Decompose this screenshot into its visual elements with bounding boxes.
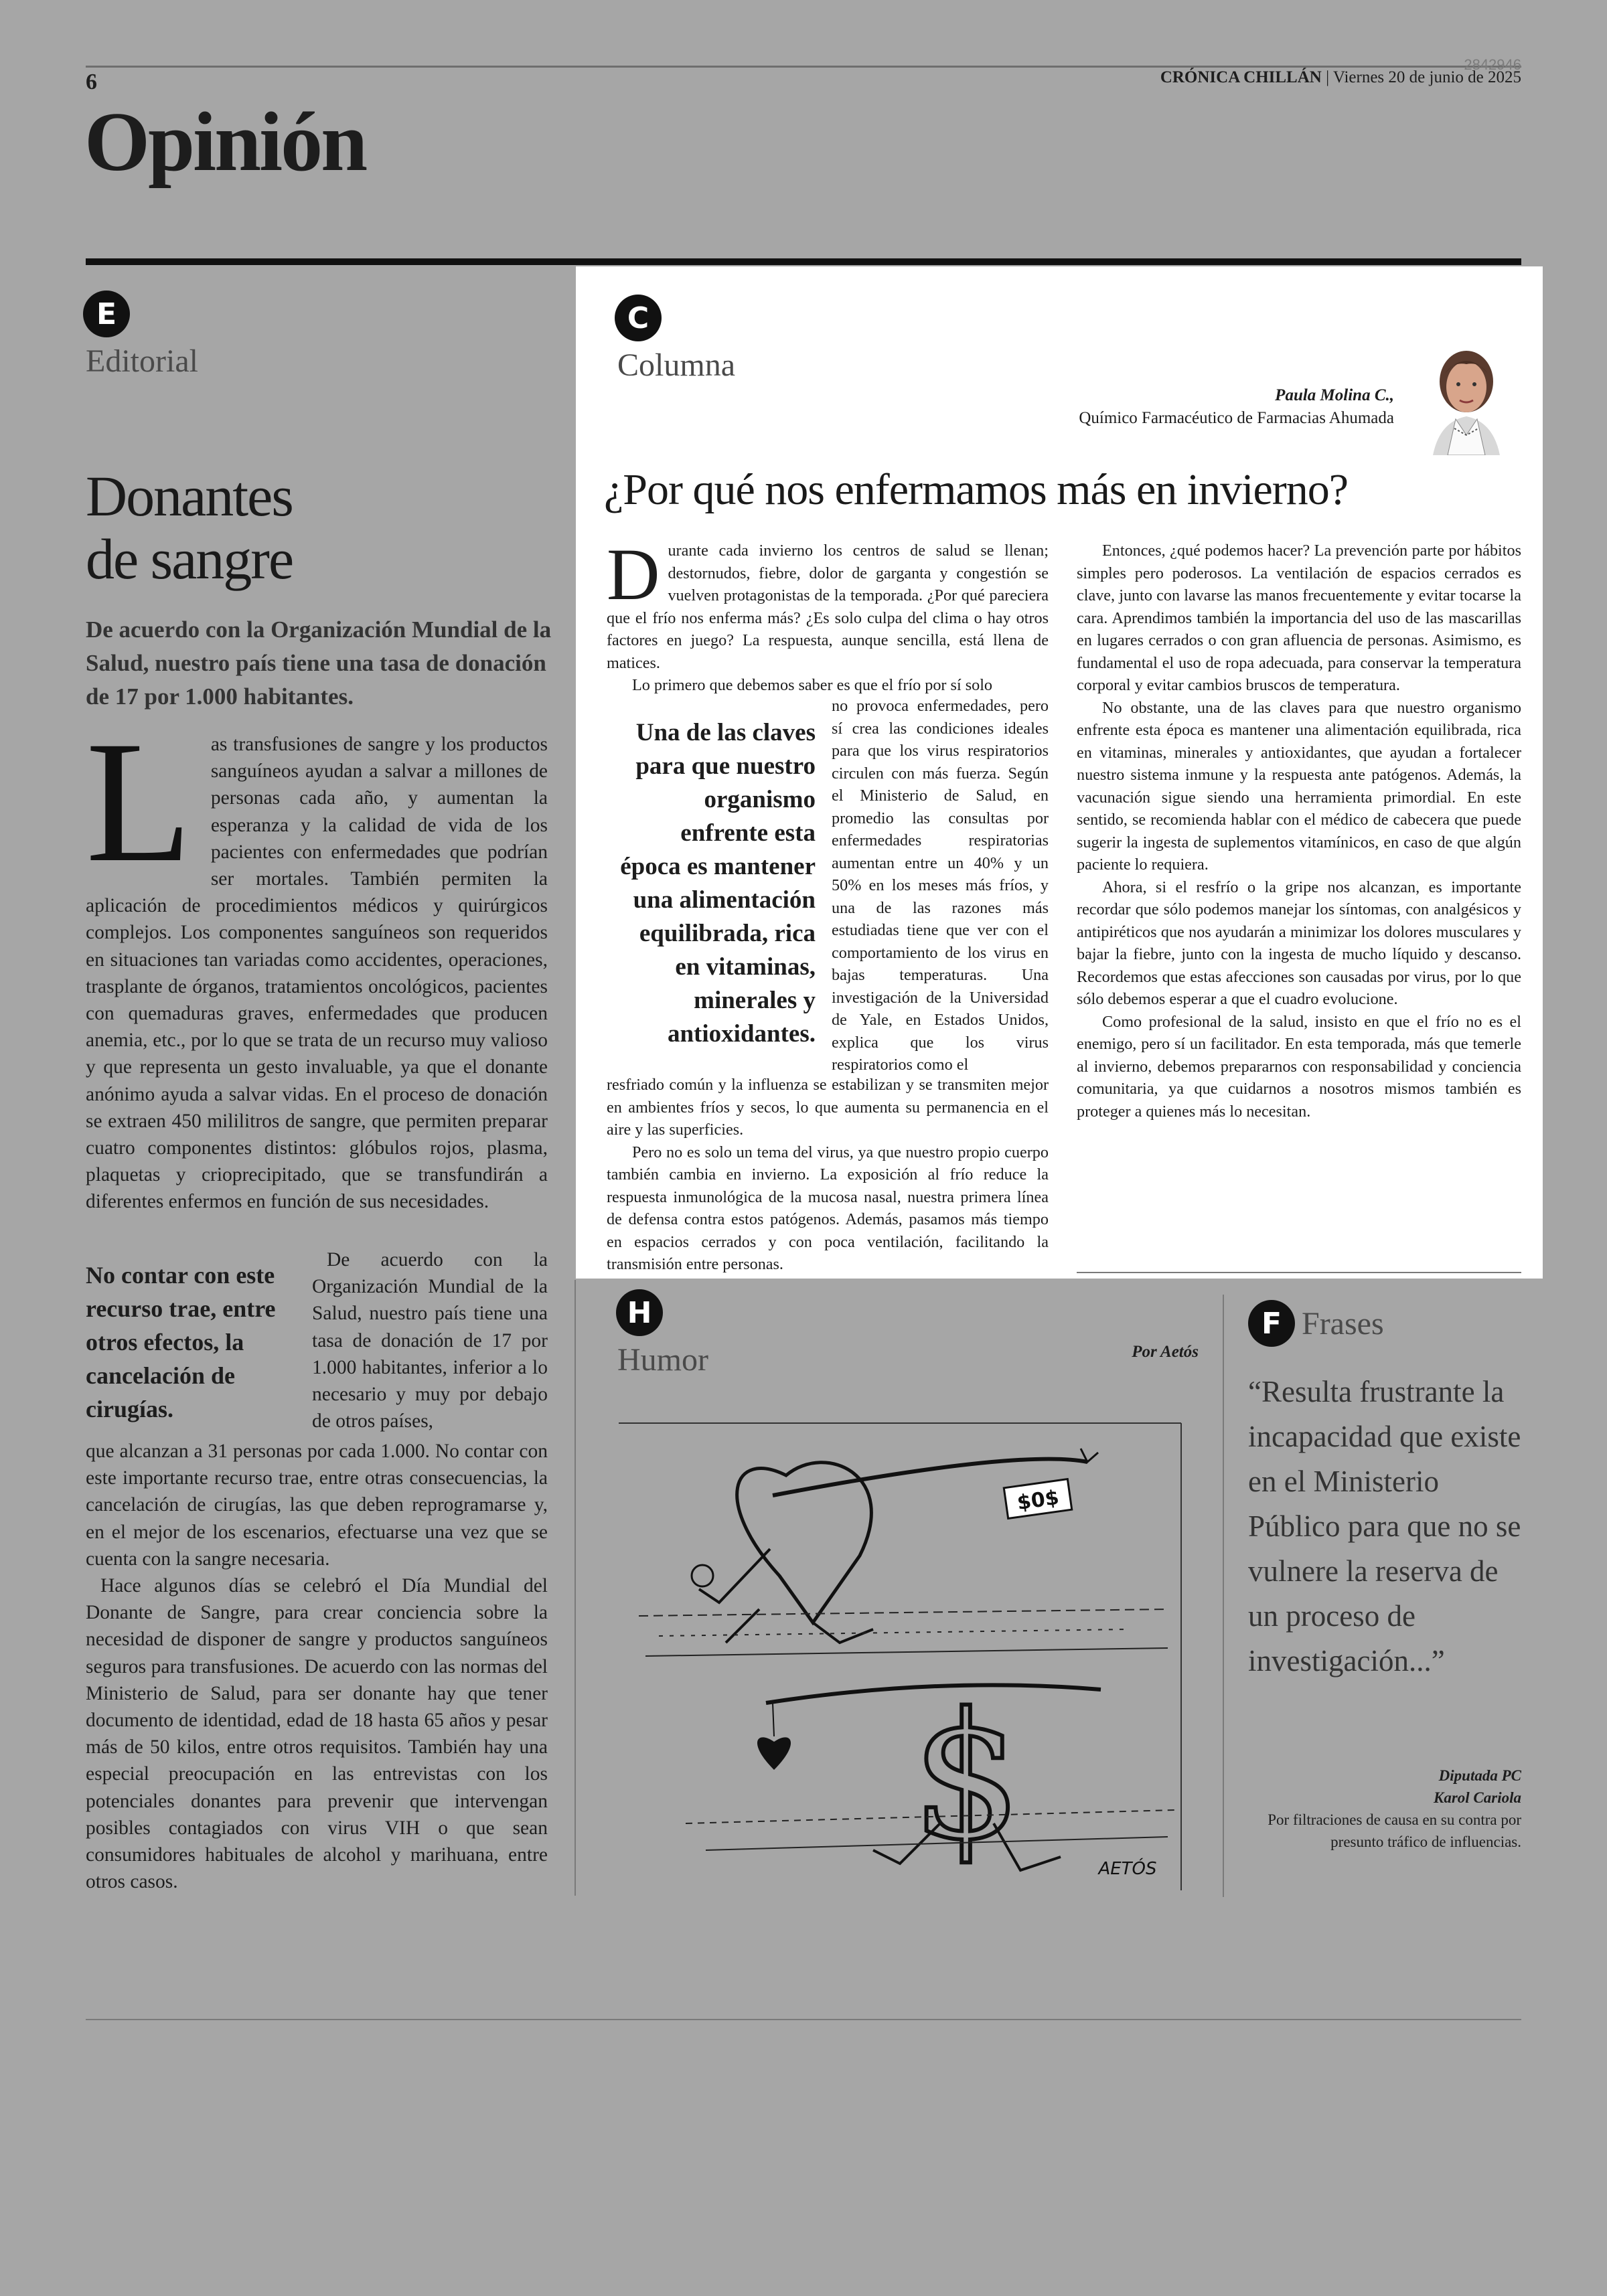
column-author-block [937,384,1394,430]
section-rule [86,258,1521,265]
page-number: 6 [86,70,97,94]
editorial-headline-line1: Donantes [86,464,293,528]
column-kicker: Columna [617,347,735,383]
editorial-pull-quote: No contar con este recurso trae, entre otros efectos, la cancelación de cirugías. [86,1262,276,1422]
frases-divider [1223,1295,1224,1897]
top-rule [86,66,1521,68]
page-stamp: 2842946 [1464,56,1521,73]
humor-byline: Por Aetós [1132,1343,1199,1361]
column-paragraph-2-rest: resfriado común y la influenza se estabilizan y se transmiten mejor en ambientes fríos y secos, lo que aumenta su permanencia en el aire y las superficies. [607,1076,1049,1139]
column-author-name: Paula Molina C., [1275,386,1394,404]
frases-author-line1: Diputada PC [1438,1767,1521,1784]
column-pull-quote: Una de las claves para que nuestro organismo enfrente esta época es mantener una alimentación equilibrada, rica en vitaminas, minerales y antioxidantes. [620,719,816,1048]
column-paragraph-2-side: no provoca enfermedades, pero sí crea las condiciones ideales para que los virus respiratorios circulen con más fuerza. Según el Ministerio de Salud, en promedio las consultas por enfermedades respiratorias aumentan entre un 40% y un 50% en los meses más fríos, y una de las razones más estudiadas tiene que ver con el comportamiento de los virus en bajas temperaturas. Una investigación de la Universidad de Yale, en Estados Unidos, explica que los virus respiratorios como el [832,697,1049,1074]
frases-context: Por filtraciones de causa en su contra por presunto tráfico de influencias. [1268,1811,1521,1850]
editorial-badge-icon: E [83,291,130,337]
column-paragraph-4: Entonces, ¿qué podemos hacer? La prevención parte por hábitos simples pero poderosos. La ventilación de espacios cerrados es clave, junto con lavarse las manos frecuentemente y evitar tocarse la cara. Aprendimos también la importancia del uso de las mascarillas en lugares cerrados o con gran afluencia de personas. Asimismo, es fundamental el uso de ropa adecuada, para conservar la temperatura corporal y evitar cambios bruscos de temperatura. [1077,542,1521,694]
newspaper-dateline [1160,68,1521,87]
column-text-col1-side [832,695,1049,1076]
editorial-body-bottom [86,1438,548,1895]
column-paragraph-3: Pero no es solo un tema del virus, ya que nuestro propio cuerpo también cambia en invierno. La exposición al frío reduce la respuesta inmunológica de la mucosa nasal, nuestra primera línea de defensa contra estos patógenos. Además, pasamos más tiempo en espacios cerrados y con poca ventilación, facilitando la transmisión entre personas. [607,1143,1049,1273]
svg-text:$: $ [911,1676,1022,1878]
editorial-paragraph-1 [86,706,548,1216]
editorial-headline-line2: de sangre [86,527,293,591]
frases-badge-icon: F [1248,1300,1295,1347]
frases-author-line2: Karol Cariola [1433,1789,1521,1806]
bottom-rule [86,2019,1521,2020]
editorial-kicker: Editorial [86,343,198,379]
editorial-paragraph-1-text: as transfusiones de sangre y los productos sanguíneos ayudan a salvar a millones de personas cada año, y aumentan la esperanza y la calidad de vida de los pacientes con enfermedades que podrían ser mortales. También permiten la aplicación de procedimientos médicos y quirúrgicos complejos. Los componentes sanguíneos son requeridos en situaciones tan variadas como accidentes, operaciones, trasplante de órganos, tratamientos oncológicos, pacientes con quemaduras graves, enfermedades que producen anemia, etc., por lo que se trata de un recurso muy valioso y que representa un gesto invaluable, ya que el donante anónimo ayuda a salvar vidas. En el proceso de donación se extraen 450 mililitros de sangre, que permiten preparar cuatro componentes distintos: glóbulos rojos, plasma, plaquetas y crioprecipitado, que se transfundirán a diferentes enfermos en función de sus necesidades. [86,734,548,1213]
column-dropcap: D [607,534,660,615]
column-paragraph-6: Ahora, si el resfrío o la gripe nos alcanzan, es importante recordar que sólo podemos manejar los síntomas, con analgésicos y antipiréticos que nos ayudarán a minimizar los dolores musculares y bajar la fiebre, junto con la ingesta de mucho líquido y descanso. Recordemos que estas afecciones son causadas por virus, por lo que sólo debemos esperar a que el cuadro evolucione. [1077,878,1521,1008]
section-title: Opinión [84,96,366,189]
column-text-col1-bottom [607,1074,1049,1276]
humor-badge-icon: H [616,1289,663,1336]
column-paragraph-7: Como profesional de la salud, insisto en que el frío no es el enemigo, pero sí un facilitador. En esta temporada, más que temerle al invierno, debemos prepararnos con responsabilidad y conciencia comunitaria, ya que cuidarnos a nosotros mismos también es proteger a quienes más lo necesitan. [1077,1012,1521,1121]
column-headline: ¿Por qué nos enfermamos más en invierno? [604,465,1349,514]
column-paragraph-2-lead: Lo primero que debemos saber es que el frío por sí solo [632,676,993,694]
author-photo [1413,335,1520,455]
editorial-paragraph-2-side: De acuerdo con la Organización Mundial de la Salud, nuestro país tiene una tasa de donación de 17 por 1.000 habitantes, inferior a lo necesario y muy por debajo de otros países, [312,1249,548,1432]
dateline-separator: | [1326,68,1333,86]
column-author-role: Químico Farmacéutico de Farmacias Ahumada [1079,409,1394,427]
cartoon-signature: AETÓS [1098,1859,1157,1879]
column-divider [575,1280,576,1896]
frases-quote: “Resulta frustrante la incapacidad que existe en el Ministerio Público para que no se vulnere la reserva de un proceso de investigación...” [1248,1375,1521,1677]
humor-cartoon [619,1422,1184,1890]
editorial-side-text [312,1246,548,1434]
editorial-headline [86,465,293,590]
column-paragraph-1 [607,534,1049,674]
money-tag-text: $0$ [1015,1485,1061,1515]
editorial-paragraph-3: Hace algunos días se celebró el Día Mundial del Donante de Sangre, para crear conciencia sobre la necesidad de disponer de sangre y productos sanguíneos seguros para transfusiones. De acuerdo con las normas del Ministerio de Salud, para ser donante hay que tener documento de identidad, edad de 18 hasta 65 años y pesar más de 50 kilos, entre otros requisitos. También hay una especial preocupación en las entrevistas con los potenciales donantes para prevenir que intervengan posibles contagiados con virus VIH o que sean consumidores habituales de alcohol y marihuana, entre otros casos. [86,1575,548,1893]
newspaper-name: CRÓNICA CHILLÁN [1160,68,1322,86]
column-paragraph-1-text: urante cada invierno los centros de salud se llenan; destornudos, fiebre, dolor de garganta y congestión se vuelven protagonistas de la temporada. ¿Por qué pareciera que el frío nos enferma más? ¿Es solo culpa del clima o hay otros factores en juego? La respuesta, aunque sencilla, está llena de matices. [607,542,1049,672]
column-text-col2 [1077,540,1521,1123]
editorial-paragraph-2-rest: que alcanzan a 31 personas por cada 1.000. No contar con este importante recurso trae, entre otras consecuencias, la cancelación de cirugías, las que deben reprogramarse y, en el mejor de los escenarios, efectuarse una vez que se cuenta con la sangre necesaria. [86,1441,548,1570]
frases-attribution [1248,1765,1521,1853]
issue-date: Viernes 20 de junio de 2025 [1332,68,1521,86]
editorial-body [86,706,548,1216]
column-text-col1-top [607,534,1049,697]
humor-kicker: Humor [617,1342,708,1378]
frases-kicker: Frases [1302,1306,1384,1341]
column-paragraph-5: No obstante, una de las claves para que nuestro organismo enfrente esta época es mantener una alimentación equilibrada, rica en vitaminas, minerales y antioxidantes, que ayudan a fortalecer nuestro sistema inmune y la respuesta ante patógenos. Además, la vacunación sigue siendo una herramienta primordial. En este sentido, se recomienda hablar con el médico de cabecera que puede sugerir la ingesta de suplementos vitamínicos, en caso de que algún paciente lo requiera. [1077,698,1521,874]
editorial-dropcap: L [86,706,192,898]
editorial-bajada: De acuerdo con la Organización Mundial de la Salud, nuestro país tiene una tasa de donación de 17 por 1.000 habitantes. [86,617,552,710]
column-badge-icon: C [615,295,662,341]
column-end-rule [1077,1272,1521,1273]
